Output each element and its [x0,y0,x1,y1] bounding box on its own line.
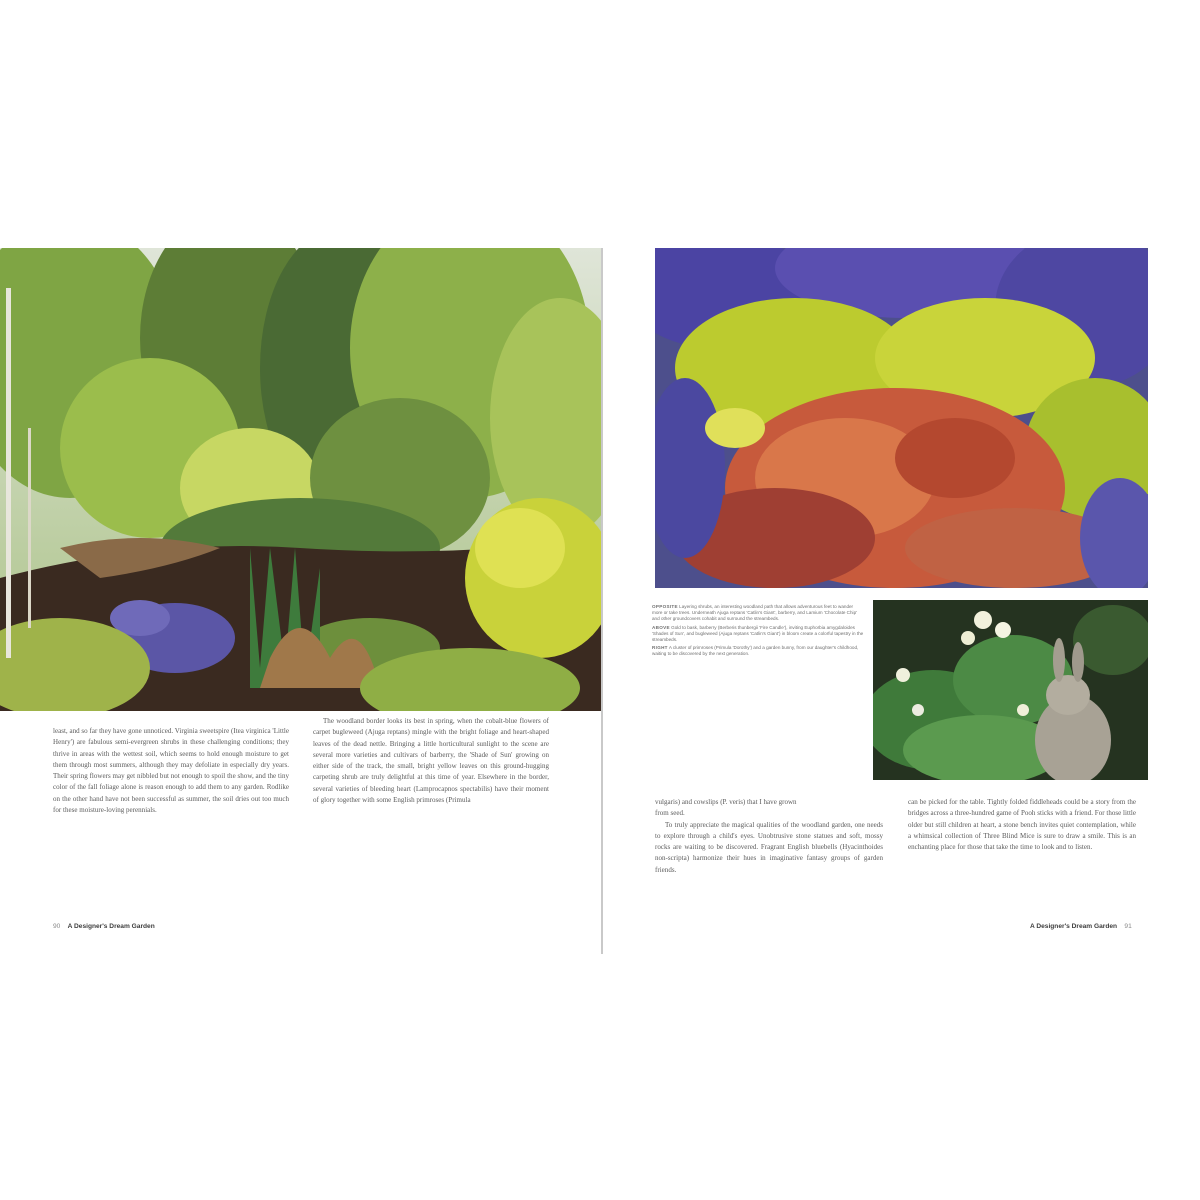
ajuga-barberry-photo [655,248,1148,588]
woodland-garden-photo [0,248,602,711]
right-footer [1030,923,1132,930]
caption-label: OPPOSITE [652,604,678,609]
right-column-1 [655,797,883,876]
primrose-bunny-photo [873,600,1148,780]
page-number: 90 [53,923,61,930]
body-paragraph: To truly appreciate the magical qualities of the woodland garden, one needs to explore through a child's eyes. Unobtrusive stone statues and soft, mossy rocks are waiting to be discovered. Fragrant English bluebells (Hyacinthoides non-scripta) harmonize their hues in imaginative fantasy groups of garden friends. [655,820,883,874]
body-line: from seed. [655,809,685,818]
photo-captions [652,604,864,660]
body-paragraph: The woodland border looks its best in spring, when the cobalt-blue flowers of carpet bugleweed (Ajuga reptans) mingle with the bright foliage and heart-shaped leaves of the dead nettle. Bringing a little horticultural sunlight to the scene are several more varieties and cultivars of barberry, the 'Shade of Sun' growing on either side of the track, the small, bright yellow leaves on this ground-hugging carpeting shrub are truly delightful at this time of year. Elsewhere in the border, several varieties of bleeding heart (Lamprocapnos spectabilis) have their moment of glory together with some English primroses (Primula [313,717,549,805]
page-gutter [601,248,603,954]
page-number: 91 [1124,923,1132,930]
running-title: A Designer's Dream Garden [67,923,155,930]
caption-above [652,625,864,643]
body-paragraph: can be picked for the table. Tightly folded fiddleheads could be a story from the bridges across a three-hundred game of Pooh sticks with a friend. For those little older but still children at heart, a stone bench invites quiet contemplation, while a whimsical collection of Three Blind Mice is sure to draw a smile. This is an enchanting place for those that take the time to look and to listen. [908,798,1136,852]
left-column-1 [53,726,289,816]
caption-right [652,645,864,657]
body-paragraph: least, and so far they have gone unnoticed. Virginia sweetspire (Itea virginica 'Little Henry') are fabulous semi-evergreen shrubs in these challenging conditions; they thrive in areas with the wettest soil, which seems to hold enough moisture to get them through most summers, although they may defoliate in especially dry years. Their spring flowers may get nibbled but not enough to spoil the show, and the tiny color of the fall foliage alone is reason enough to add them to any garden. Rodlike on the other hand have not been successful as summer, the soil dries out too much for these moisture-loving perennials. [53,727,289,815]
body-line: vulgaris) and cowslips (P. veris) that I have grown [655,798,797,806]
caption-text: Gold to bask, barberry (Berberis thunbergii 'Fire Candle'), inviting Euphorbia amygdaloides 'Shades of Sun', and bugleweed (Ajuga reptans 'Catlin's Giant') in bloom create a colorful tapestry in the streambeds. [652,624,864,642]
caption-text: A cluster of primroses (Primula 'Dorothy') and a garden bunny, from our daughter's childhood, waiting to be discovered by the next generation. [652,645,859,657]
running-title: A Designer's Dream Garden [1030,923,1118,930]
caption-text: Layering shrubs, an interesting woodland path that allows adventurous feet to wander more or take trees. Underneath Ajuga reptans 'Catlin's Giant', barberry, and Lamium 'Chocolate Chip' and other groundcovers cohabit and surround the streambeds. [652,604,857,622]
right-column-2 [908,797,1136,853]
caption-label: RIGHT [652,645,668,651]
caption-opposite [652,604,864,622]
caption-label: ABOVE [652,624,670,630]
left-column-2 [313,716,549,806]
left-footer [53,923,155,930]
